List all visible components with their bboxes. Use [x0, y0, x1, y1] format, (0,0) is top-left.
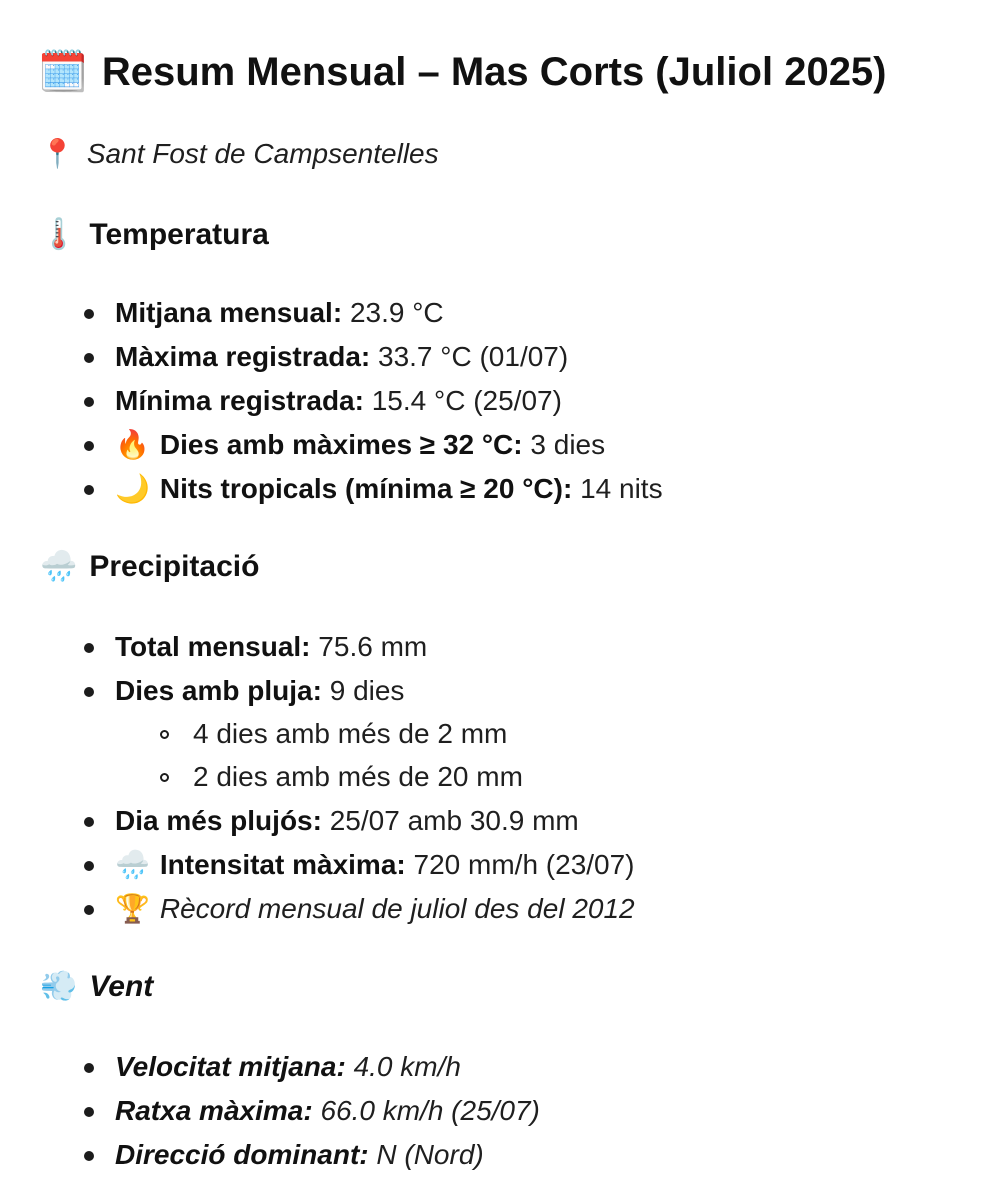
bullet-dot: [84, 353, 94, 363]
section-heading-wind: [40, 965, 153, 1009]
item-value: 14 nits: [580, 473, 663, 504]
rain-cloud-icon: 🌧️: [40, 550, 78, 583]
item-value: 9 dies: [329, 675, 405, 706]
item-label: Dies amb màximes ≥ 32 °C:: [159, 429, 523, 460]
list-item: [115, 381, 562, 421]
list-item: [115, 293, 444, 333]
section-heading-temperature: [40, 213, 269, 257]
item-label: Nits tropicals (mínima ≥ 20 °C):: [159, 473, 573, 504]
item-label: Dies amb pluja:: [115, 675, 322, 706]
rain-cloud-icon: 🌧️: [115, 849, 150, 880]
list-item: [115, 1091, 540, 1131]
section-heading-text: Vent: [89, 970, 154, 1003]
item-label: Direcció dominant:: [115, 1139, 369, 1170]
section-heading-text: Temperatura: [89, 218, 269, 251]
bullet-dot: [84, 1063, 94, 1073]
location-text: Sant Fost de Campsentelles: [86, 138, 439, 169]
thermometer-icon: 🌡️: [40, 218, 78, 251]
fire-icon: 🔥: [115, 429, 150, 460]
item-value: 25/07 amb 30.9 mm: [329, 805, 579, 836]
bullet-dot: [84, 817, 94, 827]
bullet-dot: [84, 309, 94, 319]
bullet-dot: [84, 861, 94, 871]
section-heading-text: Precipitació: [89, 550, 260, 583]
item-value: 15.4 °C (25/07): [371, 385, 562, 416]
bullet-dot: [84, 1107, 94, 1117]
item-value: 33.7 °C (01/07): [378, 341, 569, 372]
bullet-dot: [84, 441, 94, 451]
item-value: 4.0 km/h: [353, 1051, 461, 1082]
list-item: [115, 337, 568, 377]
list-item: [115, 671, 404, 711]
sub-item-text: 2 dies amb més de 20 mm: [193, 761, 523, 792]
sub-bullet-circle: [160, 730, 169, 739]
list-item: [115, 845, 635, 885]
item-label: Velocitat mitjana:: [115, 1051, 346, 1082]
sub-bullet-circle: [160, 773, 169, 782]
list-item: [115, 889, 635, 929]
sub-list-item: [193, 714, 507, 754]
pin-icon: 📍: [40, 138, 75, 169]
item-label: Mitjana mensual:: [115, 297, 343, 328]
list-item: [115, 627, 427, 667]
page-title: [38, 40, 887, 104]
item-label: Ratxa màxima:: [115, 1095, 313, 1126]
bullet-dot: [84, 905, 94, 915]
list-item: [115, 469, 663, 509]
bullet-dot: [84, 643, 94, 653]
bullet-dot: [84, 485, 94, 495]
calendar-icon: 🗓️: [38, 50, 88, 94]
item-label: Màxima registrada:: [115, 341, 371, 372]
list-item: [115, 1047, 461, 1087]
bullet-dot: [84, 1151, 94, 1161]
item-value: 75.6 mm: [318, 631, 428, 662]
page-title-text: Resum Mensual – Mas Corts (Juliol 2025): [101, 50, 887, 94]
wind-icon: 💨: [40, 970, 78, 1003]
item-value: 720 mm/h (23/07): [413, 849, 635, 880]
item-label: Dia més plujós:: [115, 805, 322, 836]
item-value: 66.0 km/h (25/07): [320, 1095, 540, 1126]
item-value: N (Nord): [376, 1139, 484, 1170]
item-value: 3 dies: [530, 429, 606, 460]
moon-icon: 🌙: [115, 473, 150, 504]
list-item: [115, 425, 605, 465]
sub-item-text: 4 dies amb més de 2 mm: [193, 718, 508, 749]
item-value: 23.9 °C: [349, 297, 444, 328]
item-label: Intensitat màxima:: [159, 849, 406, 880]
bullet-dot: [84, 397, 94, 407]
bullet-dot: [84, 687, 94, 697]
item-value: Rècord mensual de juliol des del 2012: [159, 893, 635, 924]
sub-list-item: [193, 757, 523, 797]
list-item: [115, 801, 579, 841]
item-label: Mínima registrada:: [115, 385, 364, 416]
section-heading-precipitation: [40, 545, 259, 589]
trophy-icon: 🏆: [115, 893, 150, 924]
location-line: [40, 134, 439, 174]
item-label: Total mensual:: [115, 631, 311, 662]
list-item: [115, 1135, 484, 1175]
